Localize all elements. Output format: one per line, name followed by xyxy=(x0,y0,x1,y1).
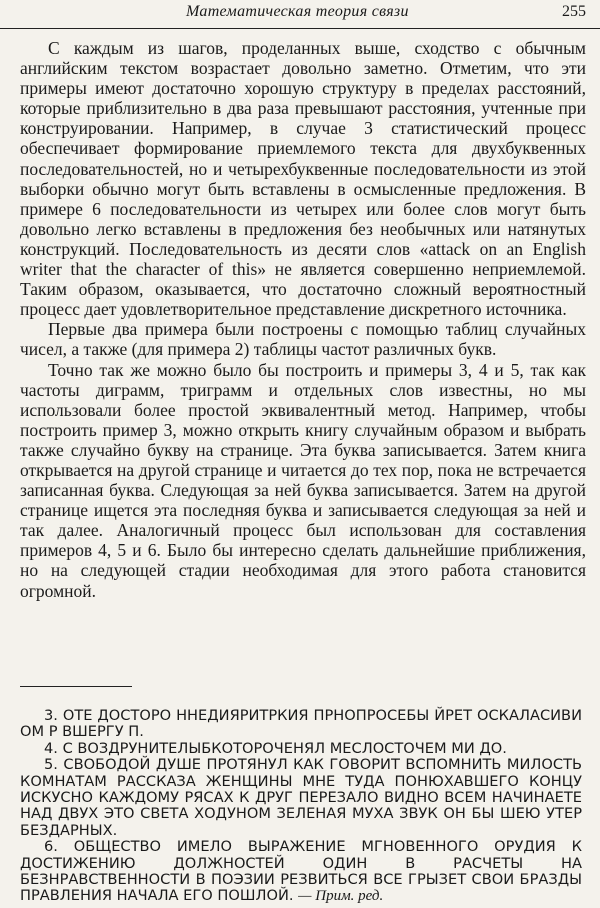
paragraph: С каждым из шагов, проделанных выше, сходство с обычным английским текстом возрастает довольно заметно. Отметим, что эти примеры имеют достаточно хорошую структуру в пределах расстояний, которые приблизительно в два раза превышают расстояния, учтенные при конструировании. Например, в случае 3 статистический процесс обеспечивает формирование приемлемого текста для двухбуквенных последовательностей, но и четырехбуквенные последовательности из этой выборки обычно могут быть вставлены в осмысленные предложения. В примере 6 последовательности из четырех или более слов могут быть довольно легко вставлены в предложения без необычных или натянутых конструкций. Последовательность из десяти слов «attack on an English writer that the character of this» не является совершенно неприемлемой. Таким образом, оказывается, что достаточно сложный вероятностный процесс дает удовлетворительное представление дискретного источника. xyxy=(20,38,586,320)
footnotes xyxy=(20,708,582,905)
footnote-item: 3. ОТЕ ДОСТОРО ННЕДИЯРИТРКИЯ ПРНОПРОСЕБЫ ЙРЕТ ОСКАЛАСИВИ ОМ Р ВШЕРГУ П. xyxy=(20,707,582,741)
running-title: Математическая теория связи xyxy=(186,3,409,20)
paragraph: Точно так же можно было бы построить и примеры 3, 4 и 5, так как частоты диграмм, триграмм и отдельных слов известны, но мы использовали более простой эквивалентный метод. Например, чтобы построить пример 3, можно открыть книгу случайным образом и выбрать также случайно букву на странице. Эта буква записывается. Затем книга открывается на другой странице и читается до тех пор, пока не встречается записанная буква. Следующая за ней буква записывается. Затем на другой странице ищется эта последняя буква и записывается следующая за ней и так далее. Аналогичный процесс был использован для составления примеров 4, 5 и 6. Было бы интересно сделать дальнейшие приближения, но на следующей стадии необходимая для этого работа становится огромной. xyxy=(20,359,586,601)
page-header xyxy=(0,0,600,29)
footnote-item xyxy=(20,839,582,905)
editor-note: — Прим. ред. xyxy=(298,888,384,905)
footnote-item: 4. С ВОЗДРУНИТЕЛЫБКОТОРОЧЕНЯЛ МЕСЛОСТОЧЕМ МИ ДО. xyxy=(44,739,507,757)
footnote-text: 6. ОБЩЕСТВО ИМЕЛО ВЫРАЖЕНИЕ МГНОВЕННОГО ОРУДИЯ К ДОСТИЖЕНИЮ ДОЛЖНОСТЕЙ ОДИН В РАСЧЕТЫ НА БЕЗНРАВСТВЕННОСТИ В ПОЭЗИИ РЕЗВИТЬСЯ ВСЕ ГРЫЗЕТ СВОИ БРАЗДЫ ПРАВЛЕНИЯ НАЧАЛА ЕГО ПОШЛОЙ. xyxy=(20,838,582,905)
footnote-item: 5. СВОБОДОЙ ДУШЕ ПРОТЯНУЛ КАК ГОВОРИТ ВСПОМНИТЬ МИЛОСТЬ КОМНАТАМ РАССКАЗА ЖЕНЩИНЫ МНЕ ТУДА ПОНЮХАВШЕГО КОНЦУ ИСКУСНО КАЖДОМУ РЯСАХ К ДРУГ ПЕРЕЗАЛО ВИДНО ВСЕМ НАЧИНАЕТЕ НАД ДВУХ ЭТО СВЕТА ХОДУНОМ ЗЕЛЕНАЯ МУХА ЗВУК ОН БЫ ШЕЮ УТЕР БЕЗДАРНЫХ. xyxy=(20,756,582,839)
paragraph: Первые два примера были построены с помощью таблиц случайных чисел, а также (для примера 2) таблицы частот различных букв. xyxy=(20,319,586,360)
page-number: 255 xyxy=(562,3,586,20)
footnote-divider xyxy=(20,686,132,687)
main-text xyxy=(20,38,586,601)
